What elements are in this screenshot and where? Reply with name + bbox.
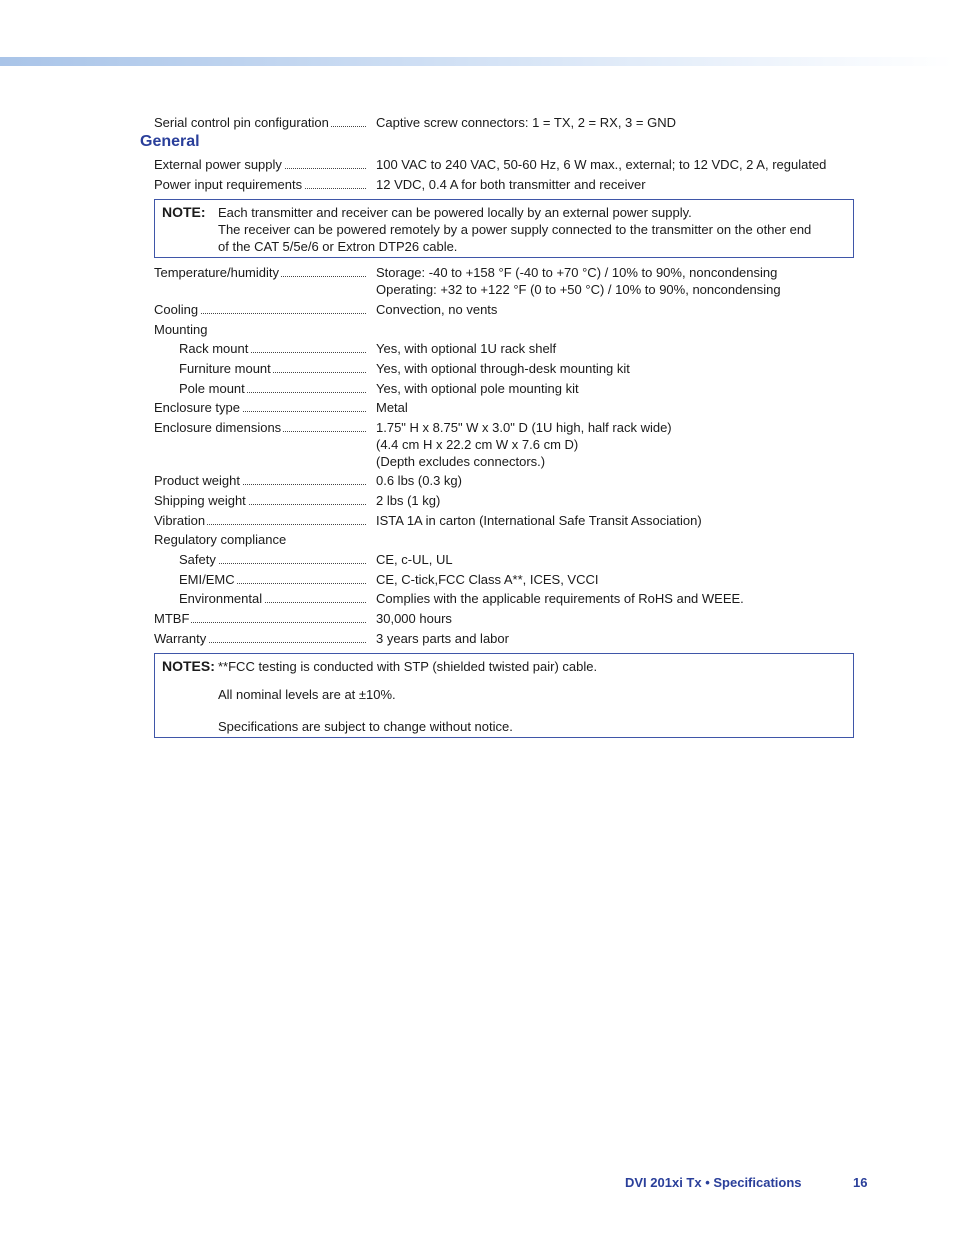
spec-label: MTBF [154,610,366,627]
spec-label: Safety [179,551,366,568]
notes-text: **FCC testing is conducted with STP (shielded twisted pair) cable. All nominal levels are at ±10%. Specifications are subject to change without notice. [218,659,598,734]
spec-value: ISTA 1A in carton (International Safe Transit Association) [376,513,702,528]
spec-value: Yes, with optional 1U rack shelf [376,341,557,356]
spec-value: 3 years parts and labor [376,631,509,646]
spec-label: Environmental [179,590,366,607]
notes-box [154,653,854,738]
spec-label: Rack mount [179,340,366,357]
spec-label: Shipping weight [154,492,366,509]
spec-value: CE, c-UL, UL [376,552,453,567]
spec-label: Product weight [154,472,366,489]
section-heading-general: General [140,133,200,150]
note-text: Each transmitter and receiver can be powered locally by an external power supply. The receiver can be powered remotely by a power supply connected to the transmitter on the other end of the CAT 5/5e/6 or Extron DTP26 cable. [218,205,812,254]
spec-label: Regulatory compliance [154,532,287,547]
spec-label: Mounting [154,322,208,337]
spec-value: CE, C-tick,FCC Class A**, ICES, VCCI [376,572,599,587]
header-gradient-bar [0,57,954,66]
note-box [154,199,854,258]
spec-label: Serial control pin configuration [154,114,366,131]
spec-value: Complies with the applicable requirements of RoHS and WEEE. [376,591,744,606]
spec-label: Vibration [154,512,366,529]
spec-value: 0.6 lbs (0.3 kg) [376,473,462,488]
spec-value: Convection, no vents [376,302,498,317]
spec-value: 1.75" H x 8.75" W x 3.0" D (1U high, half rack wide) (4.4 cm H x 22.2 cm W x 7.6 cm D) (Depth excludes connectors.) [376,420,672,469]
spec-value: Storage: -40 to +158 °F (-40 to +70 °C) / 10% to 90%, noncondensing Operating: +32 to +122 °F (0 to +50 °C) / 10% to 90%, noncondensing [376,265,781,297]
spec-value: 30,000 hours [376,611,452,626]
spec-label: EMI/EMC [179,571,366,588]
spec-label: Enclosure type [154,399,366,416]
spec-label: Furniture mount [179,360,366,377]
spec-label: External power supply [154,156,366,173]
spec-value: Yes, with optional through-desk mounting kit [376,361,630,376]
spec-label: Warranty [154,630,366,647]
footer-title: DVI 201xi Tx • Specifications [625,1175,802,1190]
spec-value: Metal [376,400,408,415]
spec-value: Yes, with optional pole mounting kit [376,381,579,396]
spec-value: 100 VAC to 240 VAC, 50-60 Hz, 6 W max., external; to 12 VDC, 2 A, regulated [376,157,827,172]
spec-label: Pole mount [179,380,366,397]
spec-label: Power input requirements [154,176,366,193]
spec-value: 2 lbs (1 kg) [376,493,441,508]
spec-label: Cooling [154,301,366,318]
spec-label: Enclosure dimensions [154,419,366,436]
note-label: NOTE: [162,204,206,220]
spec-label: Temperature/humidity [154,264,366,281]
page-number: 16 [853,1175,868,1190]
spec-value: Captive screw connectors: 1 = TX, 2 = RX, 3 = GND [376,115,676,130]
notes-label: NOTES: [162,658,215,674]
spec-value: 12 VDC, 0.4 A for both transmitter and receiver [376,177,646,192]
